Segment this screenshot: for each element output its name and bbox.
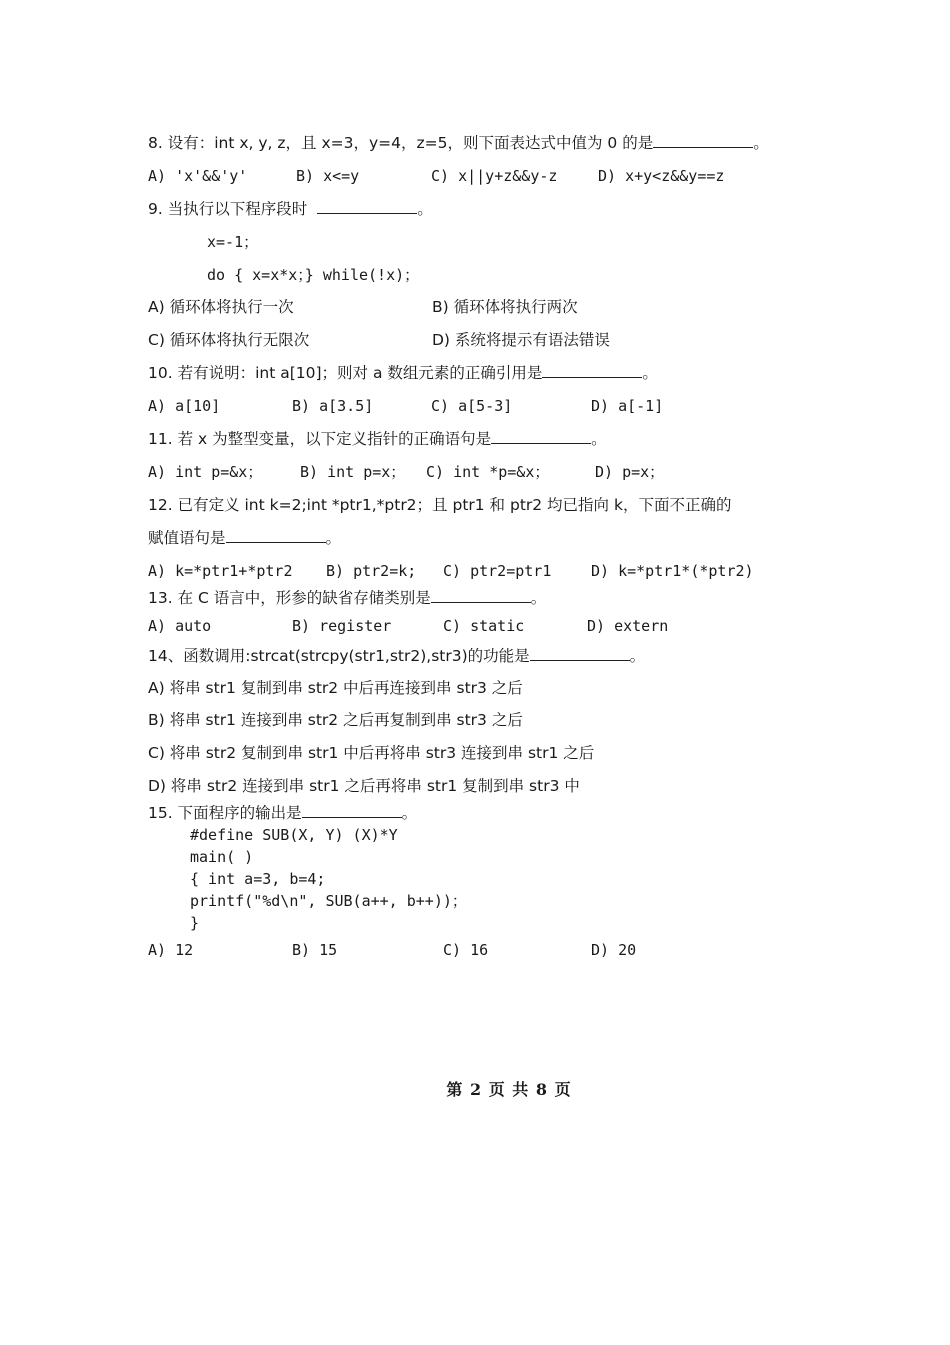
option-c: C) 将串 str2 复制到串 str1 中后再将串 str3 连接到串 str1 之后 bbox=[148, 744, 595, 762]
option-d: D) 系统将提示有语法错误 bbox=[432, 331, 610, 349]
option-d: D) k=*ptr1*(*ptr2) bbox=[591, 562, 754, 580]
question-8-stem: 8. 设有：int x, y, z，且 x=3，y=4，z=5，则下面表达式中值为 0 的是 。 bbox=[148, 134, 769, 152]
option-a: A) 将串 str1 复制到串 str2 中后再连接到串 str3 之后 bbox=[148, 679, 523, 697]
answer-blank bbox=[491, 429, 591, 444]
option-c: C) a[5-3] bbox=[431, 397, 513, 415]
option-c: C) x||y+z&&y-z bbox=[431, 167, 558, 185]
answer-blank bbox=[542, 363, 642, 378]
question-9-stem: 9. 当执行以下程序段时 。 bbox=[148, 200, 433, 218]
option-b: B) register bbox=[292, 617, 392, 635]
answer-blank bbox=[317, 199, 417, 214]
option-b: B) 循环体将执行两次 bbox=[432, 298, 578, 316]
option-a: A) int p=&x； bbox=[148, 463, 263, 481]
question-text: 14、函数调用:strcat(strcpy(str1,str2),str3)的功能是 bbox=[148, 647, 530, 665]
option-a: A) k=*ptr1+*ptr2 bbox=[148, 562, 293, 580]
option-a: A) a[10] bbox=[148, 397, 221, 415]
question-text: 15. 下面程序的输出是 bbox=[148, 804, 302, 822]
option-d: D) p=x； bbox=[595, 463, 665, 481]
answer-blank bbox=[302, 803, 402, 818]
option-a: A) 循环体将执行一次 bbox=[148, 298, 294, 316]
question-12-stem-line2: 赋值语句是 。 bbox=[148, 529, 342, 547]
question-11-stem: 11. 若 x 为整型变量，以下定义指针的正确语句是 。 bbox=[148, 430, 607, 448]
total-page-number: 8 bbox=[535, 1080, 548, 1099]
code-line: main( ) bbox=[190, 848, 254, 866]
code-line: printf("%d\n", SUB(a++, b++))； bbox=[190, 892, 467, 910]
question-text: 11. 若 x 为整型变量，以下定义指针的正确语句是 bbox=[148, 430, 492, 448]
option-d: D) extern bbox=[587, 617, 669, 635]
option-c: C) int *p=&x； bbox=[426, 463, 550, 481]
option-d: D) 20 bbox=[591, 941, 637, 959]
answer-blank bbox=[431, 588, 531, 603]
option-c: C) ptr2=ptr1 bbox=[443, 562, 552, 580]
option-b: B) ptr2=k; bbox=[326, 562, 417, 580]
code-line: #define SUB(X, Y) (X)*Y bbox=[190, 826, 398, 844]
question-text: 赋值语句是 bbox=[148, 529, 226, 547]
question-text: 10. 若有说明：int a[10]；则对 a 数组元素的正确引用是 bbox=[148, 364, 543, 382]
option-a: A) 'x'&&'y' bbox=[148, 167, 248, 185]
question-12-stem-line1: 12. 已有定义 int k=2;int *ptr1,*ptr2；且 ptr1 和 ptr2 均已指向 k，下面不正确的 bbox=[148, 496, 732, 514]
question-14-stem: 14、函数调用:strcat(strcpy(str1,str2),str3)的功能是 。 bbox=[148, 647, 646, 665]
question-text: 8. 设有：int x, y, z，且 x=3，y=4，z=5，则下面表达式中值为 0 的是 bbox=[148, 134, 654, 152]
option-b: B) 将串 str1 连接到串 str2 之后再复制到串 str3 之后 bbox=[148, 711, 523, 729]
option-c: C) static bbox=[443, 617, 525, 635]
option-c: C) 16 bbox=[443, 941, 489, 959]
question-text: 9. 当执行以下程序段时 bbox=[148, 200, 308, 218]
code-line: { int a=3, b=4; bbox=[190, 870, 326, 888]
question-10-stem: 10. 若有说明：int a[10]；则对 a 数组元素的正确引用是 。 bbox=[148, 364, 658, 382]
option-b: B) 15 bbox=[292, 941, 338, 959]
question-13-stem: 13. 在 C 语言中，形参的缺省存储类别是 。 bbox=[148, 589, 547, 607]
option-d: D) x+y<z&&y==z bbox=[598, 167, 725, 185]
answer-blank bbox=[653, 133, 753, 148]
option-d: D) a[-1] bbox=[591, 397, 664, 415]
footer-text: 第 2 页 共 8 页 bbox=[446, 1080, 572, 1099]
option-a: A) auto bbox=[148, 617, 212, 635]
page-footer bbox=[0, 1077, 950, 1100]
answer-blank bbox=[530, 646, 630, 661]
question-15-stem: 15. 下面程序的输出是 。 bbox=[148, 804, 418, 822]
option-a: A) 12 bbox=[148, 941, 194, 959]
current-page-number: 2 bbox=[469, 1080, 483, 1099]
answer-blank bbox=[226, 528, 326, 543]
code-line: do { x=x*x；} while(!x)； bbox=[207, 266, 420, 284]
question-text: 13. 在 C 语言中，形参的缺省存储类别是 bbox=[148, 589, 431, 607]
option-d: D) 将串 str2 连接到串 str1 之后再将串 str1 复制到串 str3 中 bbox=[148, 777, 580, 795]
option-b: B) int p=x； bbox=[300, 463, 406, 481]
code-line: } bbox=[190, 914, 200, 932]
option-b: B) a[3.5] bbox=[292, 397, 374, 415]
option-c: C) 循环体将执行无限次 bbox=[148, 331, 310, 349]
code-line: x=-1； bbox=[207, 233, 259, 251]
option-b: B) x<=y bbox=[296, 167, 360, 185]
